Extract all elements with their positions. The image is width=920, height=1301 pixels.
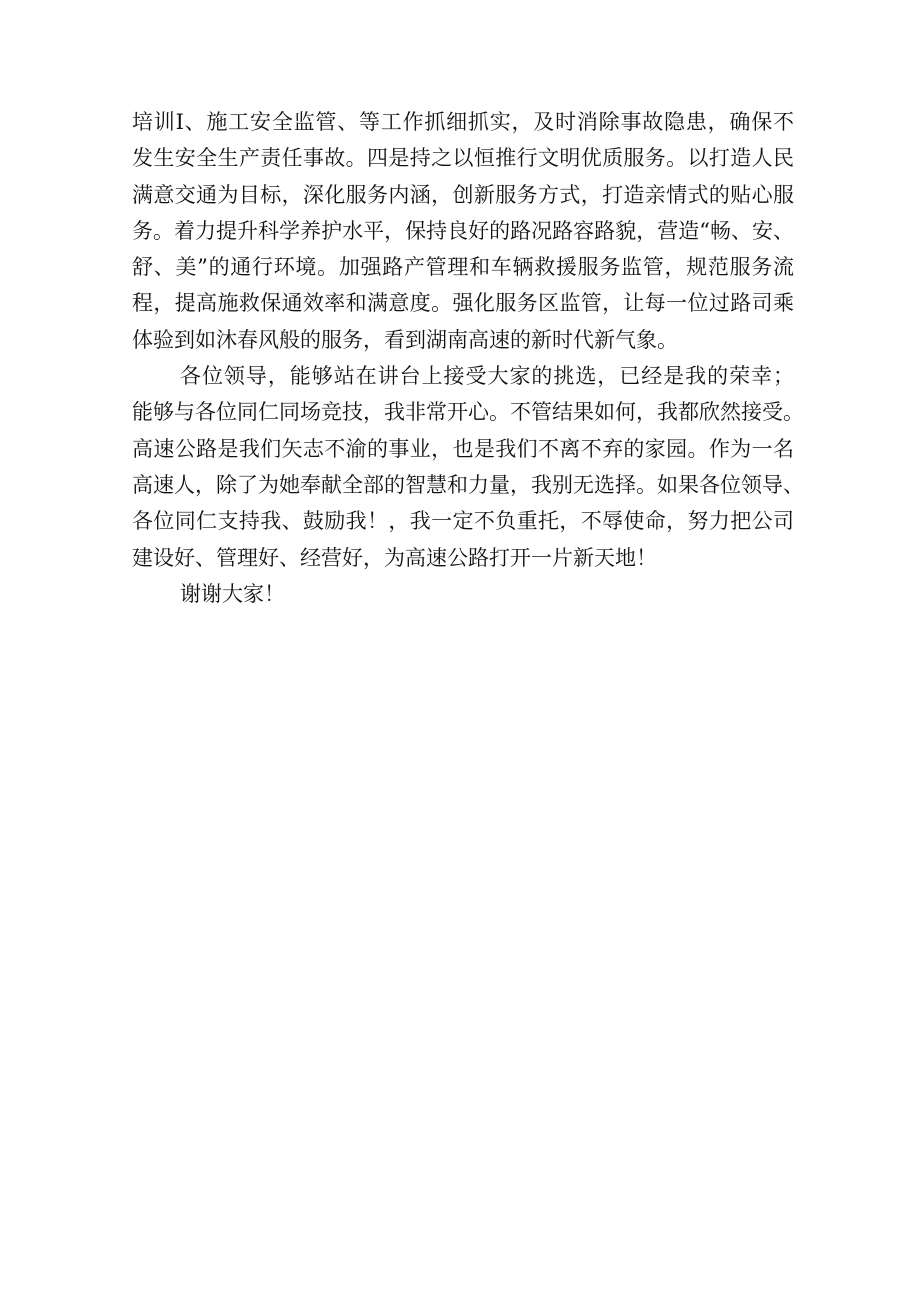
- paragraph-service: [132, 104, 794, 358]
- text-line: 发生安全生产责任事故。四是持之以恒推行文明优质服务。以打造人民: [132, 146, 794, 171]
- text-line: 高速人，除了为她奉献全部的智慧和力量，我别无选择。如果各位领导、: [132, 472, 804, 497]
- text-line: 能够与各位同仁同场竞技，我非常开心。不管结果如何，我都欣然接受。: [132, 400, 804, 425]
- text-line: 建设好、管理好、经营好，为高速公路打开一片新天地！: [132, 545, 657, 570]
- text-line: 程，提高施救保通效率和满意度。强化服务区监管，让每一位过路司乘: [132, 291, 794, 316]
- text-line: 体验到如沐春风般的服务，看到湖南高速的新时代新气象。: [132, 327, 678, 352]
- text-line: 高速公路是我们矢志不渝的事业，也是我们不离不弃的家园。作为一名: [132, 436, 794, 461]
- text-line: 各位领导，能够站在讲台上接受大家的挑选，已经是我的荣幸；: [180, 364, 794, 389]
- document-body: [132, 104, 804, 612]
- text-line: 谢谢大家！: [180, 581, 285, 606]
- text-line: 舒、美”的通行环境。加强路产管理和车辆救援服务监管，规范服务流: [132, 255, 794, 280]
- text-line: 务。着力提升科学养护水平，保持良好的路况路容路貌，营造“畅、安、: [132, 218, 794, 243]
- paragraph-thanks: [132, 576, 794, 612]
- text-line: 培训Ⅰ、施工安全监管、等工作抓细抓实，及时消除事故隐患，确保不: [132, 110, 794, 134]
- text-line: 满意交通为目标，深化服务内涵，创新服务方式，打造亲情式的贴心服: [132, 182, 794, 207]
- text-line: 各位同仁支持我、鼓励我！，我一定不负重托，不辱使命，努力把公司: [132, 509, 794, 534]
- paragraph-closing-statement: [132, 358, 804, 576]
